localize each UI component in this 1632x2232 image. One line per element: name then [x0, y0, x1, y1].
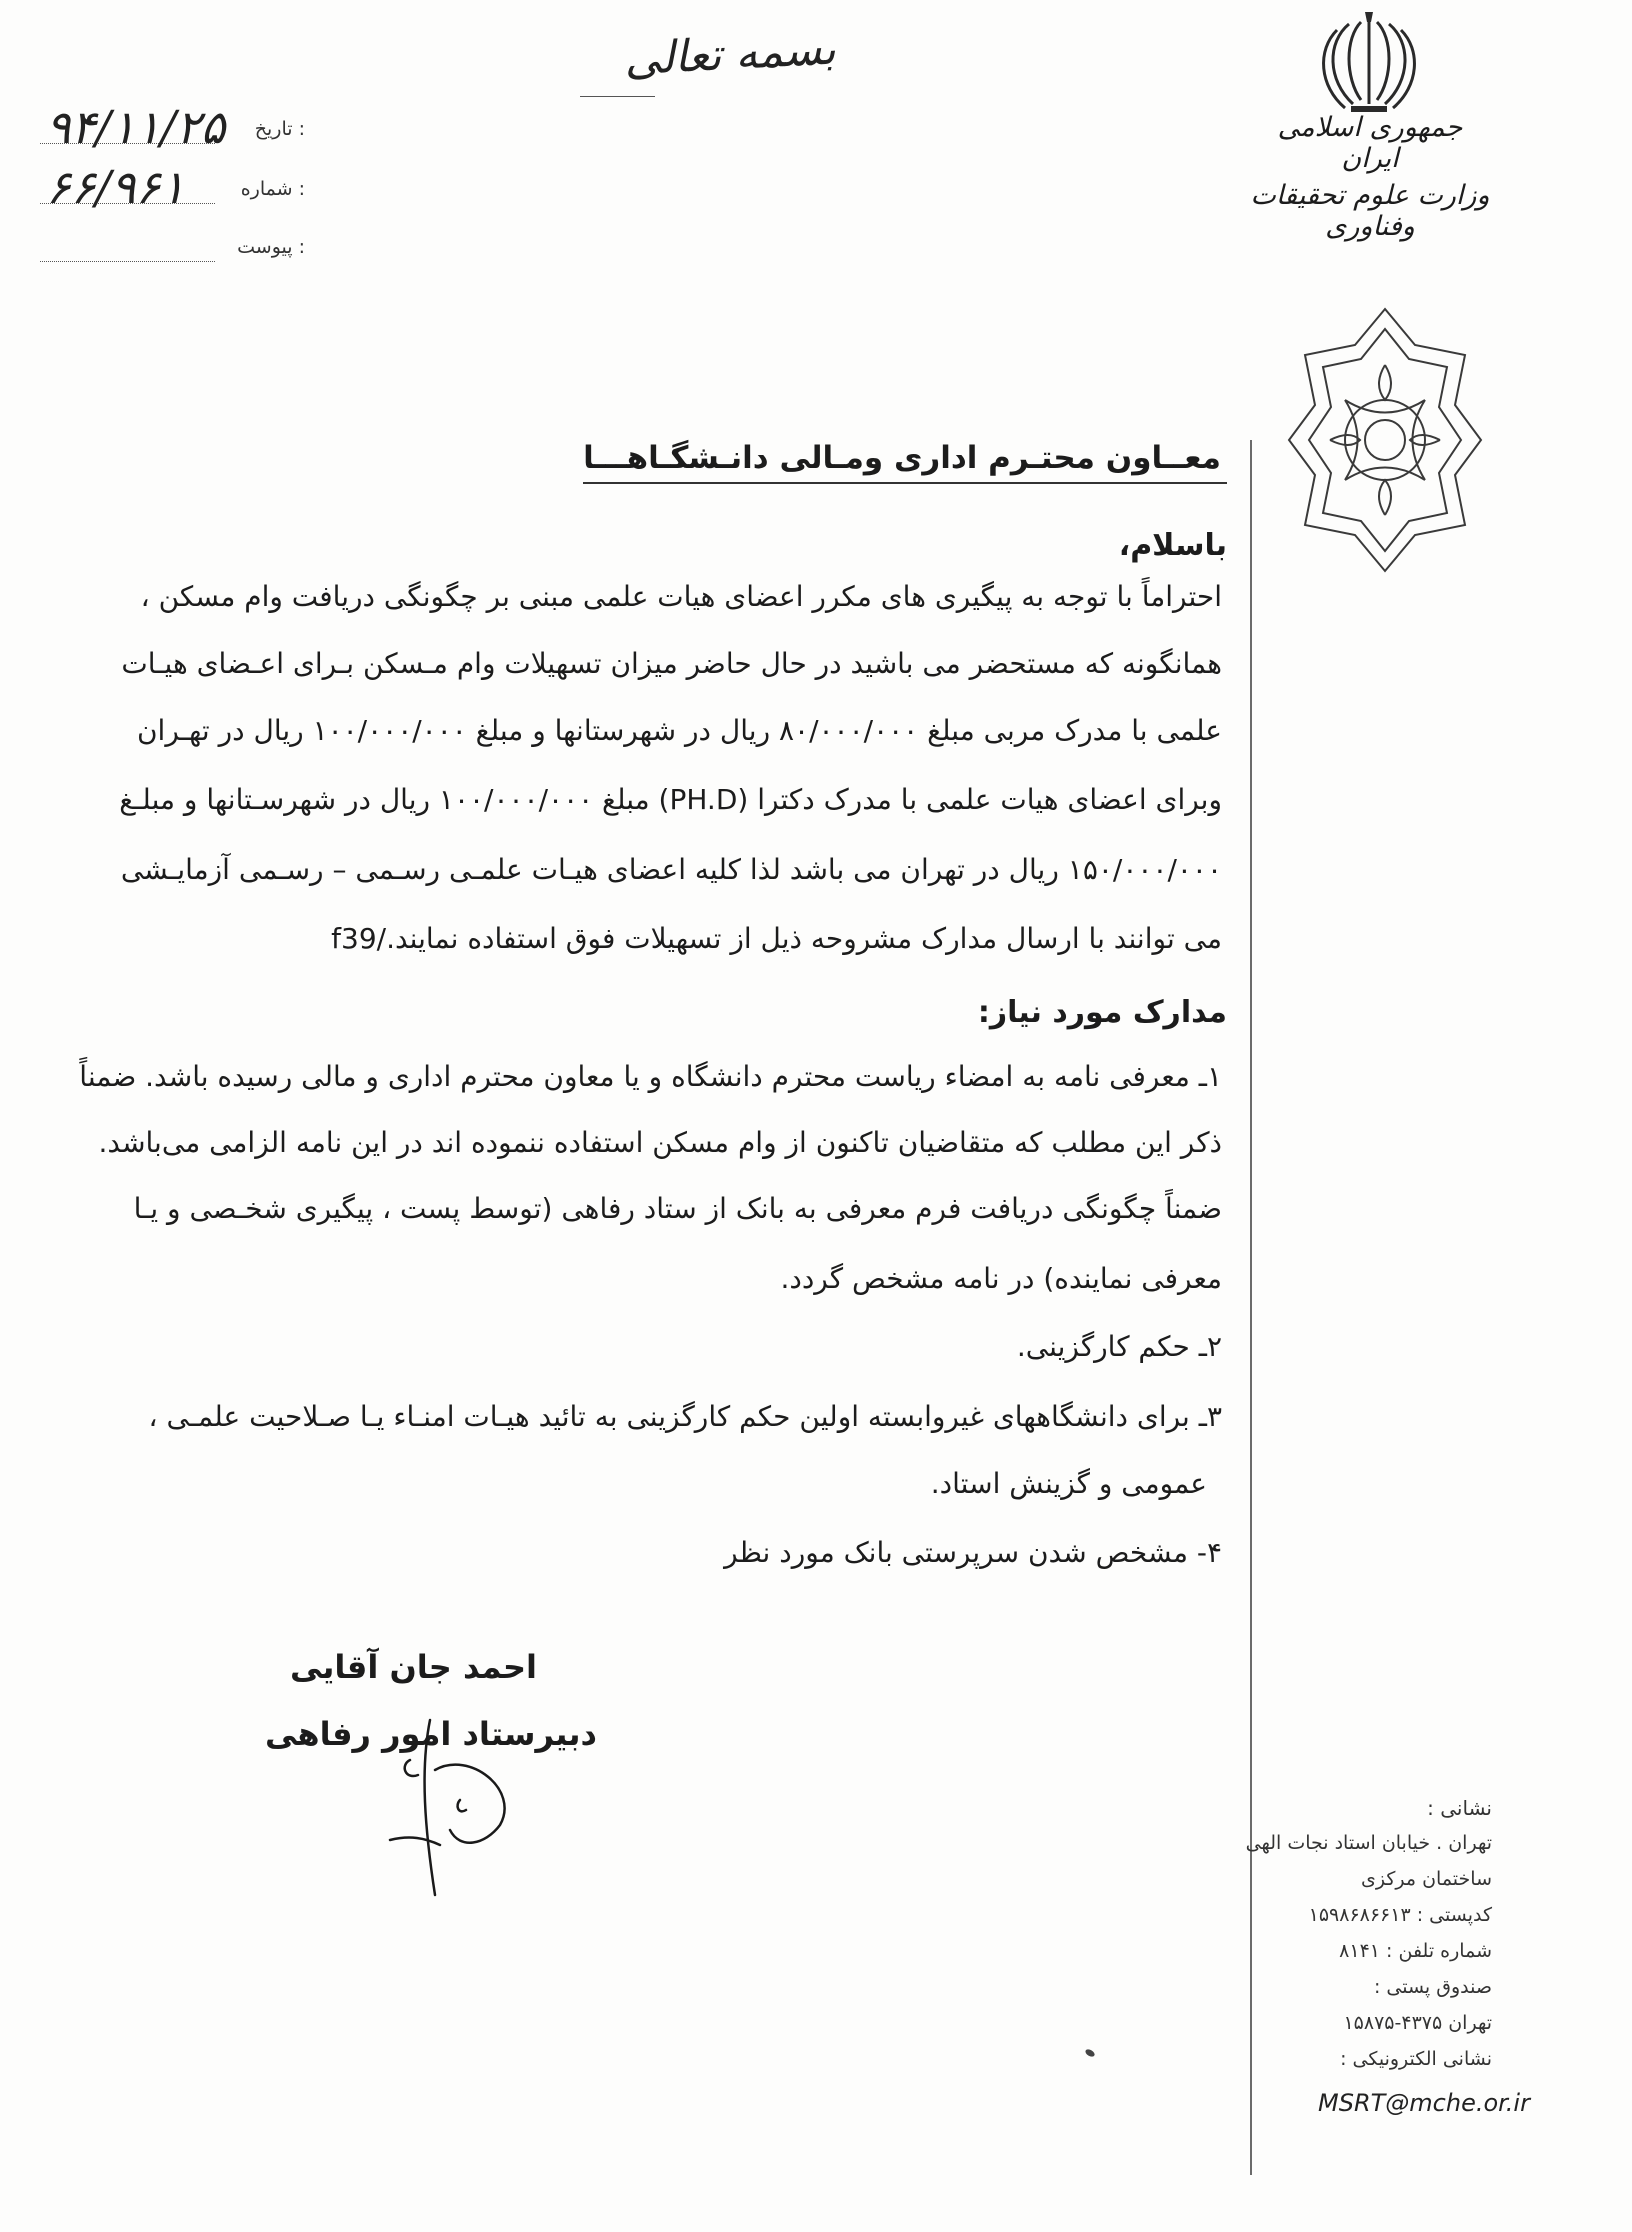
requirement-line: ذکر این مطلب که متقاضیان تاکنون از وام مسکن استفاده ننموده اند در این نامه الزامی می‌باشد.	[98, 1126, 1222, 1159]
requirement-line: ۱ـ معرفی نامه به امضاء ریاست محترم دانشگاه و یا معاون محترم اداری و مالی رسیده باشد. ضمناً	[79, 1060, 1222, 1093]
email-label: نشانی الکترونیکی :	[1340, 2048, 1492, 2070]
pobox: تهران ۴۳۷۵-۱۵۸۷۵	[1343, 2012, 1492, 2034]
number-row	[40, 160, 305, 218]
date-label: تاریخ :	[254, 118, 305, 140]
number-label: شماره :	[240, 178, 305, 200]
signature-icon	[380, 1710, 540, 1900]
requirement-line: ۲ـ حکم کارگزینی.	[1016, 1330, 1222, 1363]
attachment-row	[40, 236, 305, 276]
address-line-2: ساختمان مرکزی	[1360, 1868, 1492, 1890]
margin-rule	[1250, 440, 1252, 2175]
signer-name: احمد جان آقایی	[290, 1648, 537, 1686]
body-line: ۱۵۰/۰۰۰/۰۰۰ ریال در تهران می باشد لذا کلیه اعضای هیـات علمـی رسـمی – رسـمی آزمایـشی	[120, 853, 1222, 886]
iran-emblem-icon	[1315, 8, 1423, 118]
signer-title: دبیرستاد امور رفاهی	[265, 1715, 597, 1753]
ornament-icon	[1285, 305, 1485, 575]
number-value: ۶۶/۹۶۱	[46, 160, 186, 214]
pobox-label: صندوق پستی :	[1373, 1976, 1492, 1998]
attachment-label: پیوست :	[237, 236, 305, 258]
requirement-line: ضمناً چگونگی دریافت فرم معرفی به بانک از ستاد رفاهی (توسط پست ، پیگیری شخـصی و یـا	[133, 1192, 1222, 1225]
date-row	[40, 100, 305, 158]
requirements-heading: مدارک مورد نیاز:	[977, 995, 1227, 1030]
email-address: MSRT@mche.or.ir	[1318, 2089, 1530, 2117]
header-divider	[580, 96, 655, 97]
body-line: می توانند با ارسال مدارک مشروحه ذیل از تسهیلات فوق استفاده نمایند./f39	[331, 922, 1222, 955]
phone-number: شماره تلفن : ۸۱۴۱	[1339, 1940, 1492, 1962]
address-line-1: تهران . خیابان استاد نجات الهی	[1245, 1832, 1492, 1854]
requirement-line: ۴- مشخص شدن سرپرستی بانک مورد نظر	[724, 1536, 1222, 1569]
requirement-line: معرفی نماینده) در نامه مشخص گردد.	[780, 1262, 1222, 1295]
requirement-line: ۳ـ برای دانشگاههای غیروابسته اولین حکم کارگزینی به تائید هیـات امنـاء یـا صـلاحیت علمـی ،	[148, 1400, 1222, 1433]
body-line: احتراماً با توجه به پیگیری های مکرر اعضای هیات علمی مبنی بر چگونگی دریافت وام مسکن ،	[140, 580, 1222, 613]
greeting: باسلام،	[1118, 528, 1227, 563]
ink-speck	[1084, 2048, 1096, 2058]
date-value: ۹۴/۱۱/۲۵	[46, 100, 226, 154]
addressee: معــاون محتـرم اداری ومـالی دانـشگـاهـــا	[583, 440, 1227, 484]
body-line: وبرای اعضای هیات علمی با مدرک دکترا (PH.D) مبلغ ۱۰۰/۰۰۰/۰۰۰ ریال در شهرسـتانها و مبلـغ	[119, 783, 1222, 816]
bismillah-heading: بسمه تعالی	[623, 23, 837, 86]
body-line: همانگونه که مستحضر می باشید در حال حاضر میزان تسهیلات وام مـسکن بـرای اعـضای هیـات	[121, 647, 1222, 680]
postal-code: کدپستی : ۱۵۹۸۶۸۶۶۱۳	[1308, 1904, 1492, 1926]
body-line: علمی با مدرک مربی مبلغ ۸۰/۰۰۰/۰۰۰ ریال در شهرستانها و مبلغ ۱۰۰/۰۰۰/۰۰۰ ریال در تهـران	[136, 714, 1222, 747]
ministry-title: وزارت علوم تحقیقات وفناوری	[1250, 180, 1490, 242]
address-label: نشانی :	[1427, 1796, 1492, 1820]
republic-title: جمهوری اسلامی ایران	[1277, 112, 1463, 174]
requirement-line: عمومی و گزینش استاد.	[930, 1467, 1207, 1500]
